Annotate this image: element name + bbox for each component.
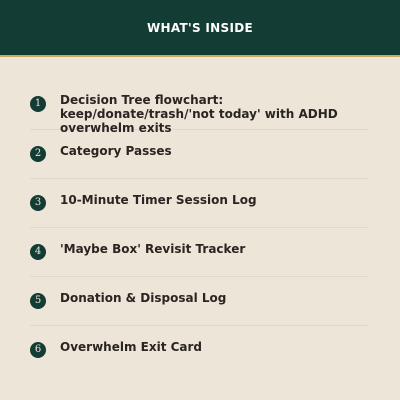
list-item [30,326,368,375]
list-item [30,228,368,277]
list-item-label: Decision Tree flowchart: keep/donate/trash/'not today' with ADHD overwhelm exits [60,93,338,135]
list-item [30,179,368,228]
header-bar [0,0,400,57]
list-item [30,130,368,179]
number-badge: 1 [30,96,46,112]
number-badge: 4 [30,244,46,260]
list-item [30,80,368,135]
number-badge: 6 [30,342,46,358]
list-item-label: Donation & Disposal Log [60,291,227,305]
list-item-label: Overwhelm Exit Card [60,340,203,354]
list-item-label: 10-Minute Timer Session Log [60,193,257,207]
number-badge: 5 [30,293,46,309]
list-item-label: 'Maybe Box' Revisit Tracker [60,242,246,256]
list-item [30,277,368,326]
contents-list [30,80,368,375]
page-title: WHAT'S INSIDE [147,21,253,35]
list-item-label: Category Passes [60,144,172,158]
number-badge: 2 [30,146,46,162]
number-badge: 3 [30,195,46,211]
